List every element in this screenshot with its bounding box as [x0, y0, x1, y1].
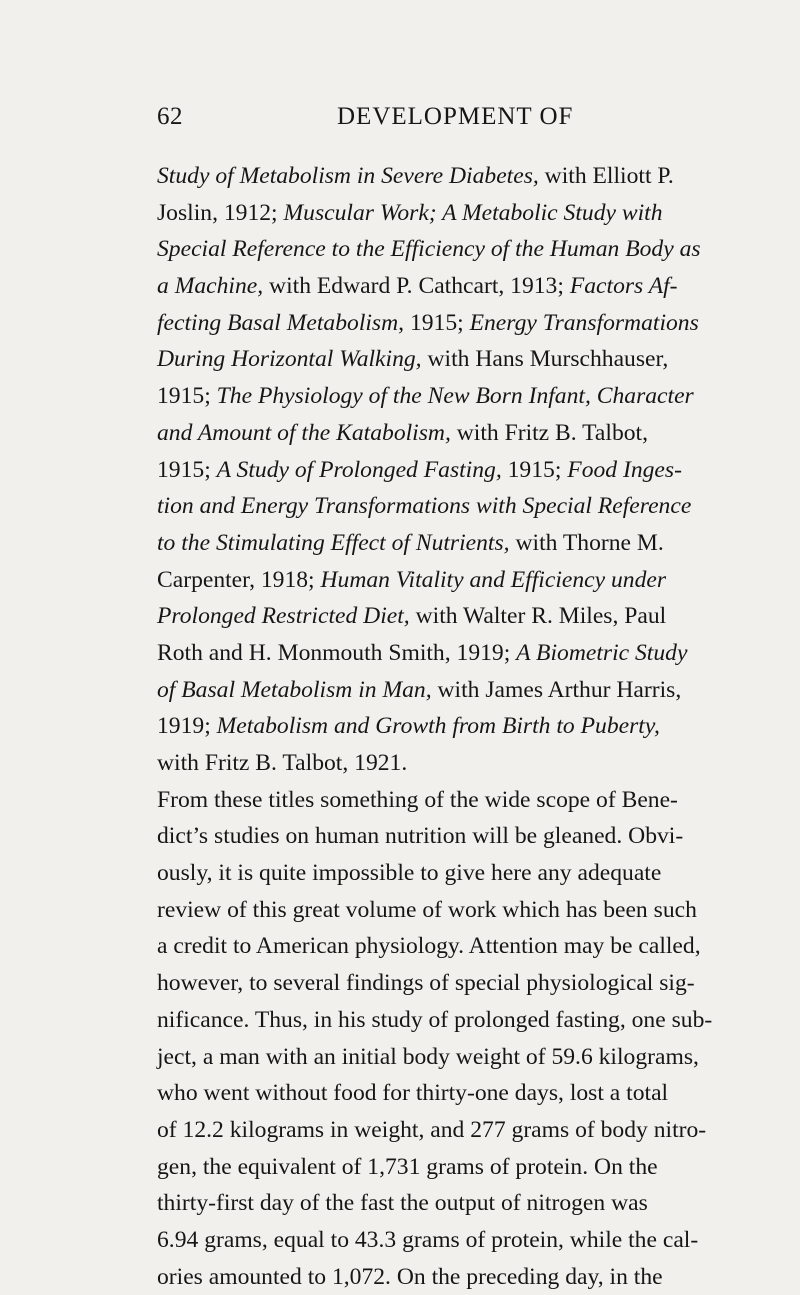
- text-segment: review of this great volume of work which has been such: [157, 896, 697, 923]
- text-line: [157, 452, 682, 489]
- italic-title-segment: Special Reference to the Efficiency of the Human Body as: [157, 236, 701, 263]
- text-segment: nificance. Thus, in his study of prolonged fasting, one sub-: [157, 1006, 713, 1033]
- italic-title-segment: a Machine,: [157, 273, 264, 300]
- text-segment: gen, the equivalent of 1,731 grams of protein. On the: [157, 1153, 658, 1180]
- page-header: [157, 103, 642, 139]
- text-line: [157, 1185, 648, 1222]
- italic-title-segment: Energy Transformations: [469, 309, 699, 336]
- text-segment: 1915;: [404, 309, 470, 336]
- text-segment: of 12.2 kilograms in weight, and 277 grams of body nitro-: [157, 1116, 707, 1143]
- text-line: [157, 855, 662, 892]
- text-segment: ject, a man with an initial body weight of 59.6 kilograms,: [157, 1043, 699, 1070]
- text-segment: with Edward P. Cathcart, 1913;: [263, 273, 570, 300]
- text-line: [157, 341, 669, 378]
- text-line: [157, 1002, 713, 1039]
- text-line: [157, 158, 674, 195]
- italic-title-segment: to the Stimulating Effect of Nutrients,: [157, 529, 510, 556]
- text-segment: with Fritz B. Talbot,: [450, 419, 648, 446]
- text-line: [157, 1259, 663, 1295]
- italic-title-segment: Human Vitality and Efficiency under: [320, 566, 667, 593]
- text-line: [157, 1112, 707, 1149]
- text-segment: Roth and H. Monmouth Smith, 1919;: [157, 639, 517, 666]
- text-line: [157, 1222, 699, 1259]
- text-line: [157, 892, 697, 929]
- text-line: [157, 305, 699, 342]
- text-line: [157, 1075, 669, 1112]
- text-line: [157, 745, 643, 782]
- text-segment: From these titles something of the wide scope of Bene-: [157, 786, 678, 813]
- text-line: [157, 1149, 658, 1186]
- text-segment: ories amounted to 1,072. On the preceding day, in the: [157, 1263, 663, 1290]
- italic-title-segment: tion and Energy Transformations with Special Reference: [157, 493, 692, 520]
- text-line: [157, 231, 701, 268]
- text-line: [157, 928, 701, 965]
- text-segment: 1919;: [157, 713, 217, 740]
- text-segment: 6.94 grams, equal to 43.3 grams of protein, while the cal-: [157, 1226, 699, 1253]
- text-segment: with Hans Murschhauser,: [421, 346, 669, 373]
- page-number: 62: [157, 103, 183, 130]
- text-segment: with Thorne M.: [509, 529, 664, 556]
- body-text: [157, 158, 713, 1295]
- text-segment: dict’s studies on human nutrition will be gleaned. Obvi-: [157, 823, 684, 850]
- text-line: [157, 965, 695, 1002]
- text-segment: ously, it is quite impossible to give here any adequate: [157, 860, 662, 887]
- text-line: [157, 415, 648, 452]
- text-segment: with James Arthur Harris,: [431, 676, 682, 703]
- italic-title-segment: Factors Af-: [569, 273, 678, 300]
- italic-title-segment: Food Inges-: [567, 456, 682, 483]
- italic-title-segment: The Physiology of the New Born Infant, Character: [216, 383, 694, 410]
- text-segment: Carpenter, 1918;: [157, 566, 321, 593]
- text-segment: 1915;: [157, 456, 217, 483]
- text-segment: with Fritz B. Talbot, 1921.: [157, 750, 408, 776]
- text-segment: who went without food for thirty-one days, lost a total: [157, 1080, 669, 1107]
- text-segment: a credit to American physiology. Attention may be called,: [157, 933, 701, 960]
- running-head: DEVELOPMENT OF: [337, 103, 574, 130]
- italic-title-segment: of Basal Metabolism in Man,: [157, 676, 432, 703]
- text-line: [157, 598, 667, 635]
- italic-title-segment: A Biometric Study: [516, 639, 688, 666]
- italic-title-segment: Prolonged Restricted Diet,: [157, 603, 410, 630]
- italic-title-segment: Metabolism and Growth from Birth to Puberty,: [216, 713, 660, 740]
- text-line: [157, 195, 663, 232]
- text-line: [157, 562, 667, 599]
- text-line: [157, 672, 682, 709]
- italic-title-segment: Muscular Work; A Metabolic Study with: [283, 199, 663, 226]
- text-line: [157, 782, 678, 819]
- italic-title-segment: A Study of Prolonged Fasting,: [216, 456, 502, 483]
- text-line: [157, 268, 678, 305]
- text-segment: however, to several findings of special physiological sig-: [157, 970, 695, 997]
- text-segment: with Elliott P.: [538, 163, 674, 189]
- italic-title-segment: and Amount of the Katabolism,: [157, 419, 451, 446]
- italic-title-segment: During Horizontal Walking,: [157, 346, 422, 373]
- text-line: [157, 378, 694, 415]
- text-line: [157, 1039, 699, 1076]
- text-line: [157, 488, 692, 525]
- italic-title-segment: Study of Metabolism in Severe Diabetes,: [157, 163, 539, 189]
- text-line: [157, 525, 664, 562]
- text-segment: thirty-first day of the fast the output of nitrogen was: [157, 1190, 648, 1217]
- text-segment: 1915;: [501, 456, 568, 483]
- italic-title-segment: fecting Basal Metabolism,: [157, 309, 405, 336]
- text-segment: with Walter R. Miles, Paul: [409, 603, 667, 630]
- text-line: [157, 708, 660, 745]
- text-line: [157, 818, 684, 855]
- text-line: [157, 635, 688, 672]
- text-segment: Joslin, 1912;: [157, 199, 284, 226]
- text-segment: 1915;: [157, 383, 217, 410]
